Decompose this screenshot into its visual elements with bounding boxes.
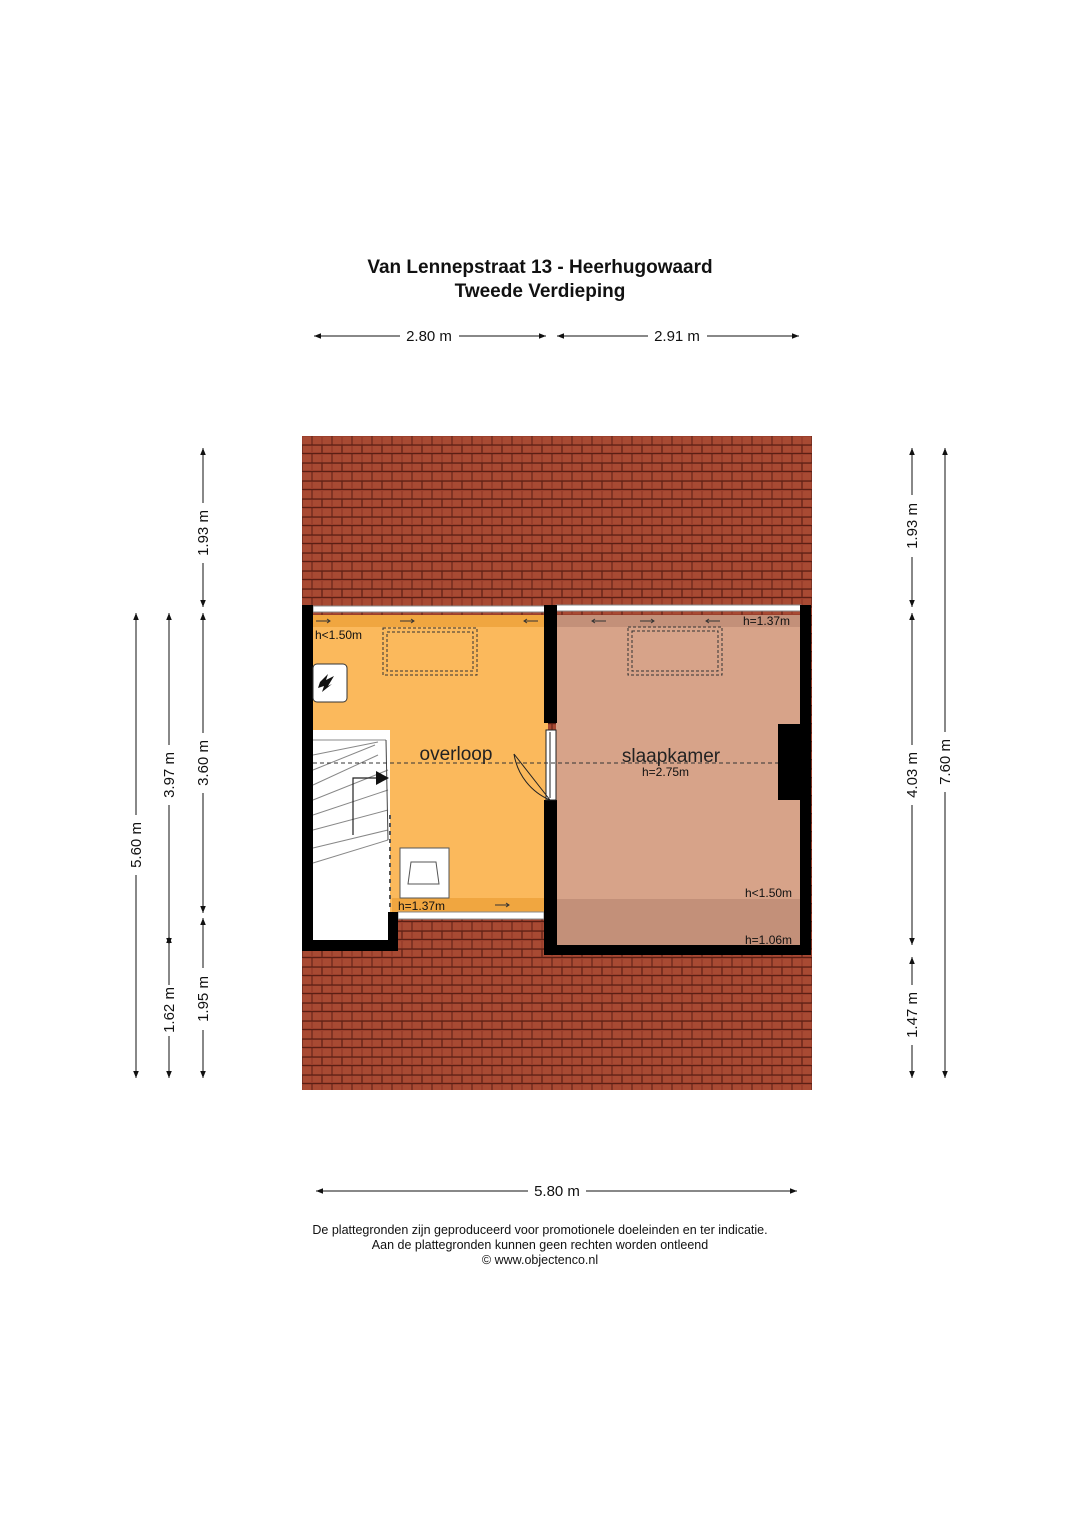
dim-left-outer: 5.60 m	[128, 822, 145, 868]
dim-left-mid-upper: 3.97 m	[161, 752, 178, 798]
sink-icon	[400, 848, 449, 898]
disclaimer-line-2: Aan de plattegronden kunnen geen rechten worden ontleend	[371, 1238, 709, 1252]
overloop-height-top: h<1.50m	[315, 628, 363, 642]
slaapkamer-label: slaapkamer	[621, 746, 721, 767]
plan-address-title: Van Lennepstraat 13 - Heerhugowaard	[367, 257, 713, 278]
plan-floor-title: Tweede Verdieping	[454, 281, 626, 302]
dim-top-right: 2.91 m	[654, 328, 700, 345]
disclaimer-footer	[0, 1223, 1080, 1268]
overloop-label: overloop	[419, 744, 493, 765]
slaapkamer-height-top: h=1.37m	[743, 614, 791, 628]
dim-left-inner-mid: 3.60 m	[195, 740, 212, 786]
slaapkamer-height-lower: h<1.50m	[745, 886, 793, 900]
disclaimer-line-1: De plattegronden zijn geproduceerd voor promotionele doeleinden en ter indicatie.	[312, 1223, 768, 1237]
dim-left-inner-top: 1.93 m	[195, 510, 212, 556]
dim-left-inner-bottom: 1.95 m	[195, 976, 212, 1022]
boiler-icon	[313, 664, 347, 702]
slaapkamer-height-bottom: h=1.06m	[745, 933, 793, 947]
dim-right-inner-mid: 4.03 m	[904, 752, 921, 798]
overloop-height-bottom: h=1.37m	[398, 899, 446, 913]
copyright-line: © www.objectenco.nl	[481, 1253, 599, 1267]
dim-bottom: 5.80 m	[534, 1183, 580, 1200]
dim-right-inner-top: 1.93 m	[904, 503, 921, 549]
dim-right-outer: 7.60 m	[937, 739, 954, 785]
dim-right-inner-bottom: 1.47 m	[904, 992, 921, 1038]
dim-top-left: 2.80 m	[406, 328, 452, 345]
slaapkamer-height-center: h=2.75m	[642, 765, 690, 779]
dim-left-mid-lower: 1.62 m	[161, 987, 178, 1033]
